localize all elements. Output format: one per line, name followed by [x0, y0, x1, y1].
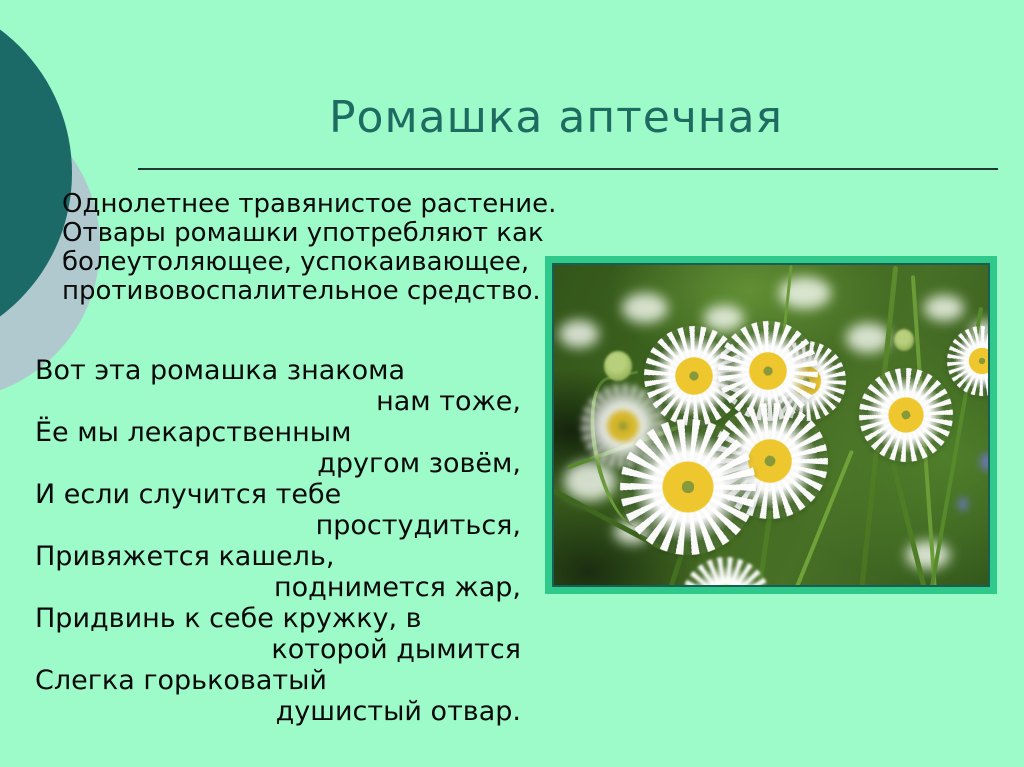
poem-line: которой дымится: [271, 634, 521, 665]
poem-line: Вот эта ромашка знакома: [35, 355, 406, 386]
daisy-flower: [940, 319, 990, 402]
flower-bud: [894, 329, 914, 351]
title-divider-line: [138, 168, 998, 170]
poem-line: Слегка горьковатый: [35, 665, 327, 696]
blurred-flower: [924, 295, 964, 321]
slide-title: Ромашка аптечная: [328, 92, 784, 143]
chamomile-photo: [552, 263, 990, 587]
flower-bud: [604, 351, 632, 381]
description-line: болеутоляющее, успокаивающее,: [62, 247, 530, 277]
description-line: противовоспалительное средство.: [62, 276, 541, 306]
poem-line: душистый отвар.: [275, 696, 521, 727]
poem-line: поднимется жар,: [273, 572, 521, 603]
description-line: Отвары ромашки употребляют как: [62, 218, 544, 248]
poem-line: Ёе мы лекарственным: [35, 417, 352, 448]
poem-line: простудиться,: [315, 510, 521, 541]
poem-line: другом зовём,: [317, 448, 521, 479]
description-text: [62, 189, 557, 306]
blurred-purple-flower: [958, 497, 968, 511]
daisy-flower: [849, 358, 963, 472]
poem-line: И если случится тебе: [35, 479, 342, 510]
blurred-flower: [622, 293, 668, 323]
blurred-purple-flower: [980, 453, 990, 471]
blurred-flower: [704, 305, 744, 331]
blurred-flower: [846, 323, 890, 353]
photo-frame: [545, 256, 997, 594]
poem-line: нам тоже,: [376, 386, 521, 417]
poem-line: Придвинь к себе кружку, в: [35, 603, 422, 634]
poem-text: [35, 355, 521, 727]
blurred-flower: [559, 320, 599, 348]
description-line: Однолетнее травянистое растение.: [62, 189, 557, 219]
poem-line: Привяжется кашель,: [35, 541, 335, 572]
